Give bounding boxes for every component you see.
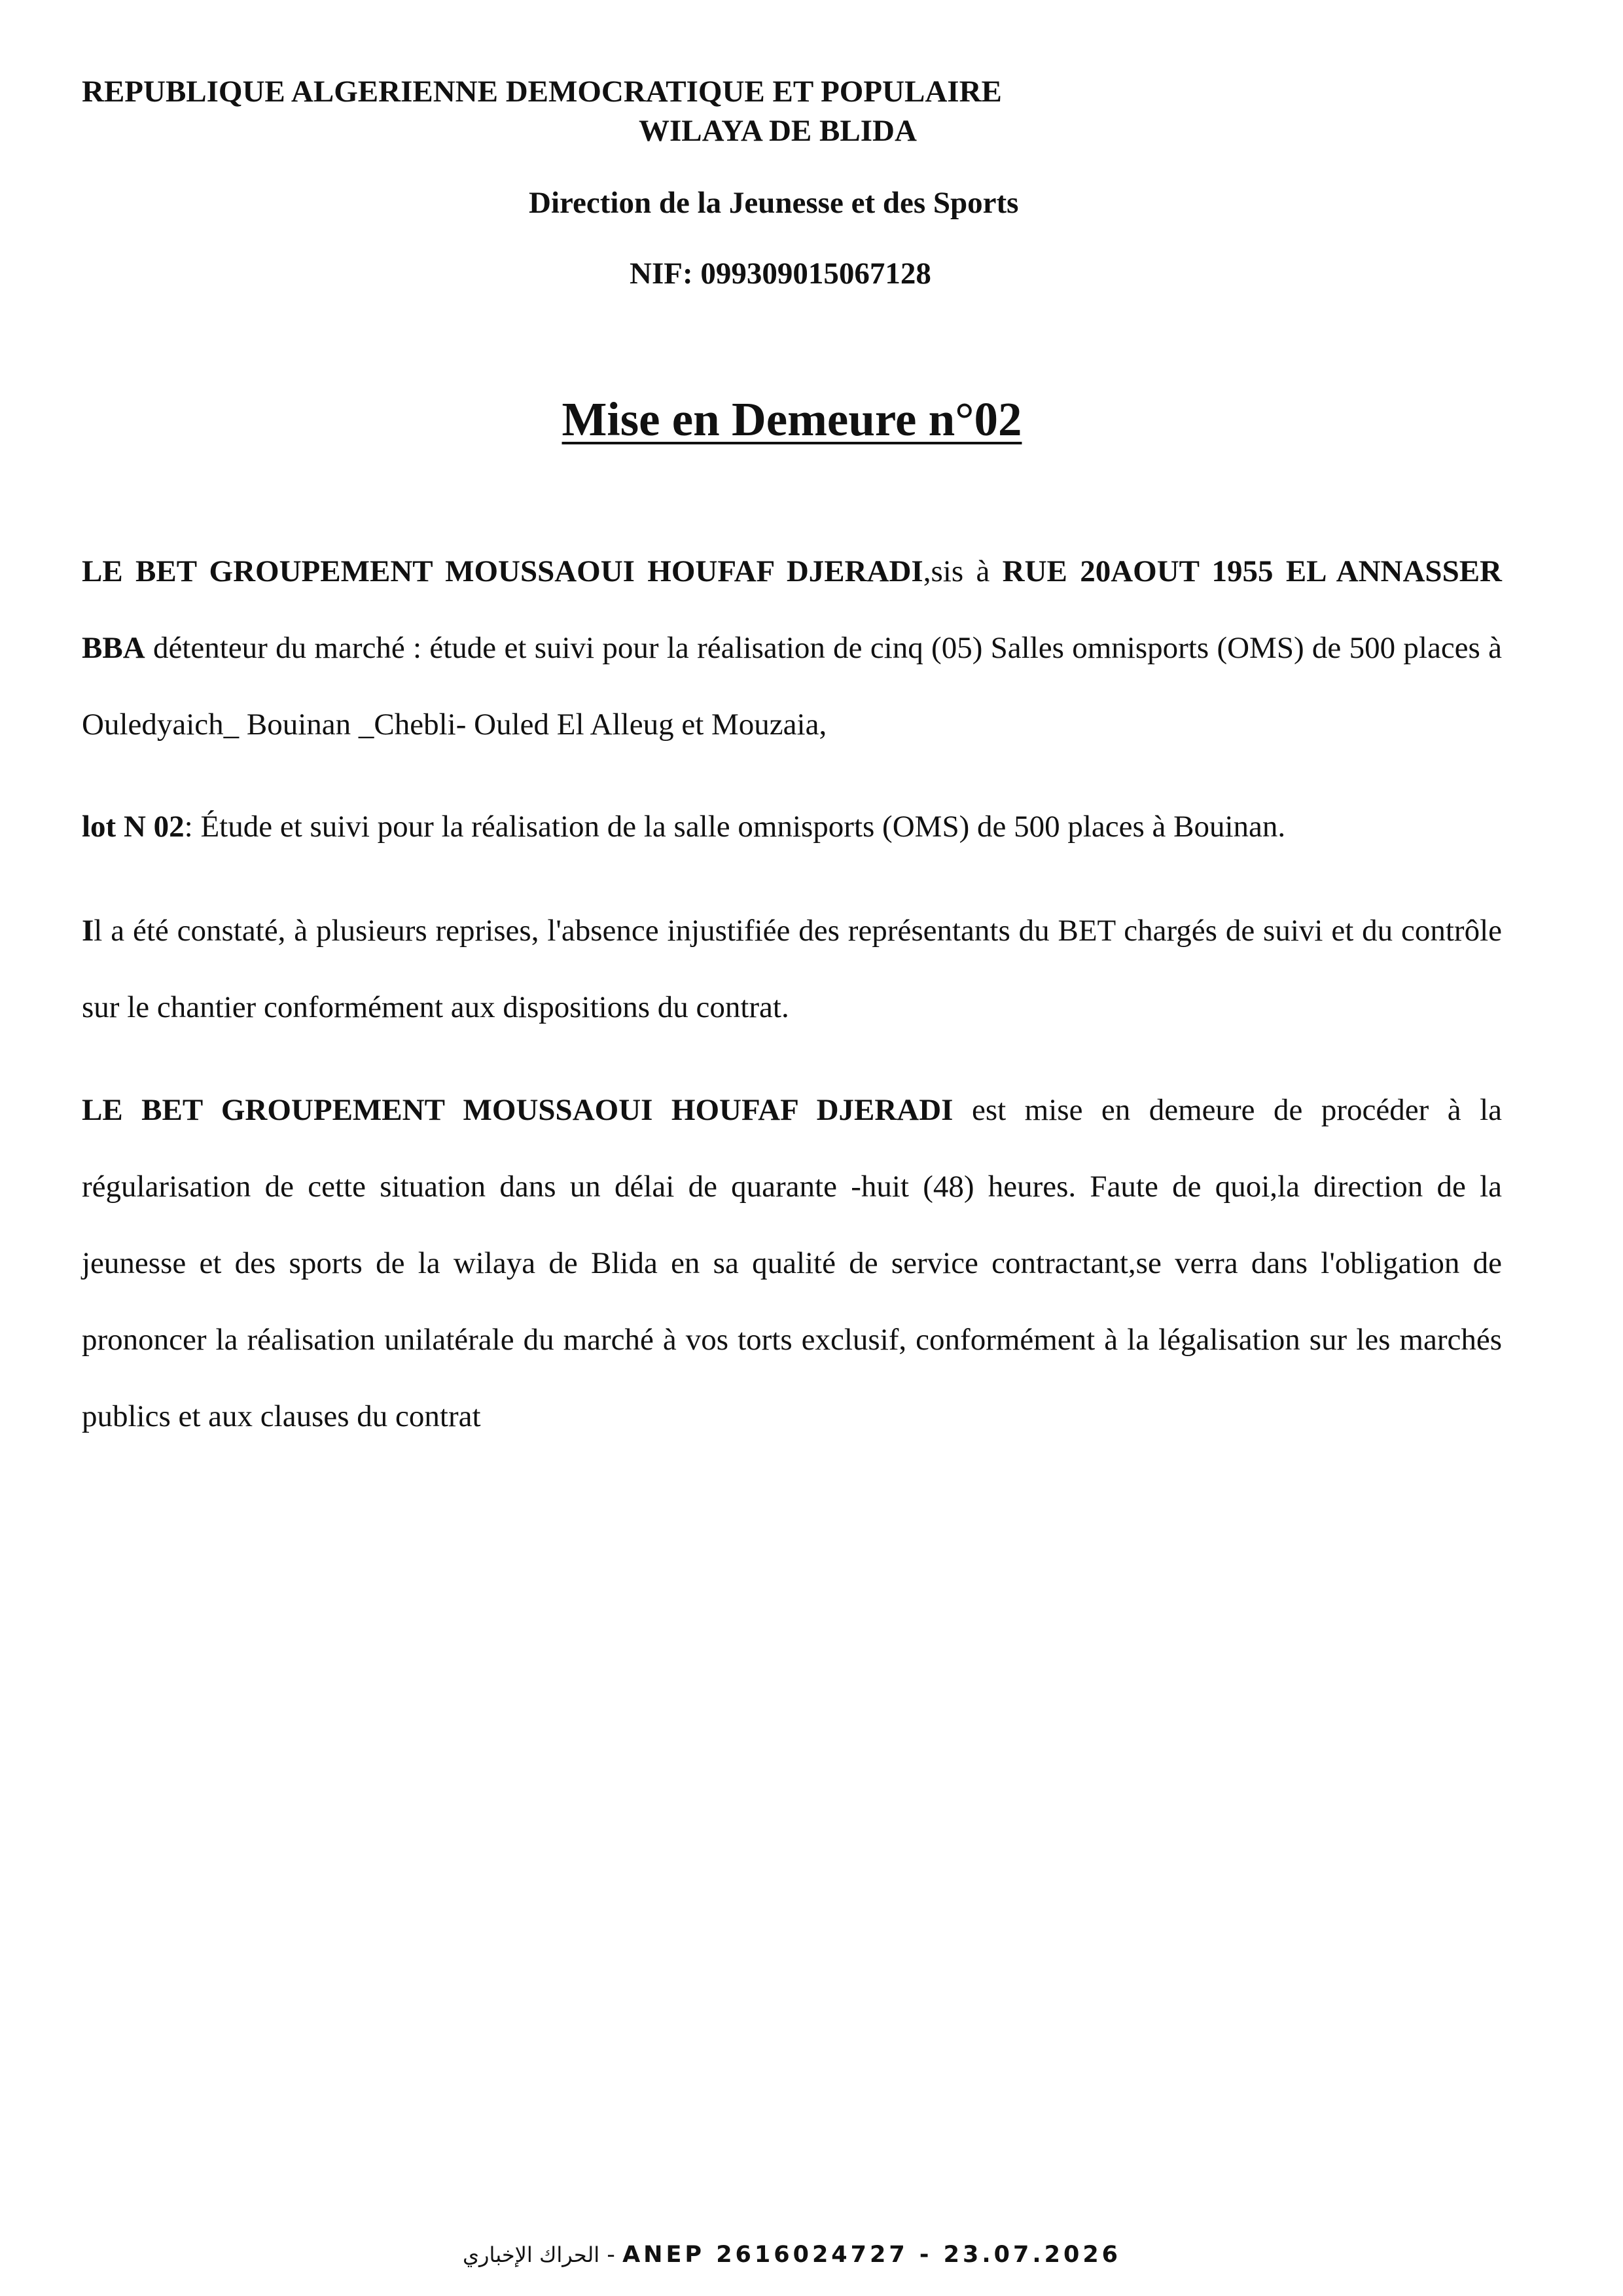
lot-description: : Étude et suivi pour la réalisation de la salle omnisports (OMS) de 500 places à Bouinan.: [184, 810, 1286, 844]
header-wilaya: WILAYA DE BLIDA: [639, 114, 917, 148]
paragraph-finding: [82, 893, 1502, 1046]
header-nif: NIF: 099309015067128: [630, 257, 931, 291]
sis-text: ,sis à: [923, 554, 1003, 588]
contractor-name: LE BET GROUPEMENT MOUSSAOUI HOUFAF DJERADI: [82, 554, 923, 588]
notice-company: LE BET GROUPEMENT MOUSSAOUI HOUFAF DJERADI: [82, 1093, 954, 1127]
finding-initial: I: [82, 914, 94, 948]
paragraph-contractor: [82, 533, 1502, 763]
contractor-address: RUE 20AOUT 1955 EL ANNASSER BBA: [82, 554, 1503, 665]
paragraph-lot: [82, 789, 1502, 865]
header-republic: REPUBLIQUE ALGERIENNE DEMOCRATIQUE ET POPULAIRE: [82, 75, 1002, 109]
market-description: détenteur du marché : étude et suivi pour la réalisation de cinq (05) Salles omnisports (OMS) de 500 places à Ouledyaich_ Bouinan _Chebli- Ouled El Alleug et Mouzaia,: [82, 631, 1502, 742]
finding-text: l a été constaté, à plusieurs reprises, l'absence injustifiée des représentants du BET chargés de suivi et du contrôle sur le chantier conformément aux dispositions du contrat.: [82, 914, 1502, 1024]
footer-separator: -: [599, 2242, 623, 2268]
paragraph-notice: [82, 1072, 1502, 1455]
lot-label: lot N 02: [82, 810, 185, 844]
footer-anep-reference: ANEP 2616024727 - 23.07.2026: [622, 2242, 1122, 2268]
footer-reference: [0, 2238, 1584, 2271]
document-title: Mise en Demeure n°02: [562, 393, 1022, 446]
notice-text: est mise en demeure de procéder à la régularisation de cette situation dans un délai de quarante -huit (48) heures. Faute de quoi,la direction de la jeunesse et des sports de la wilaya de Blida en sa qualité de service contractant,se verra dans l'obligation de prononcer la réalisation unilatérale du marché à vos torts exclusif, conformément à la légalisation sur les marchés publics et aux clauses du contrat: [82, 1093, 1502, 1433]
footer-publisher: الحراك الإخباري: [462, 2242, 600, 2267]
header-direction: Direction de la Jeunesse et des Sports: [529, 186, 1019, 220]
